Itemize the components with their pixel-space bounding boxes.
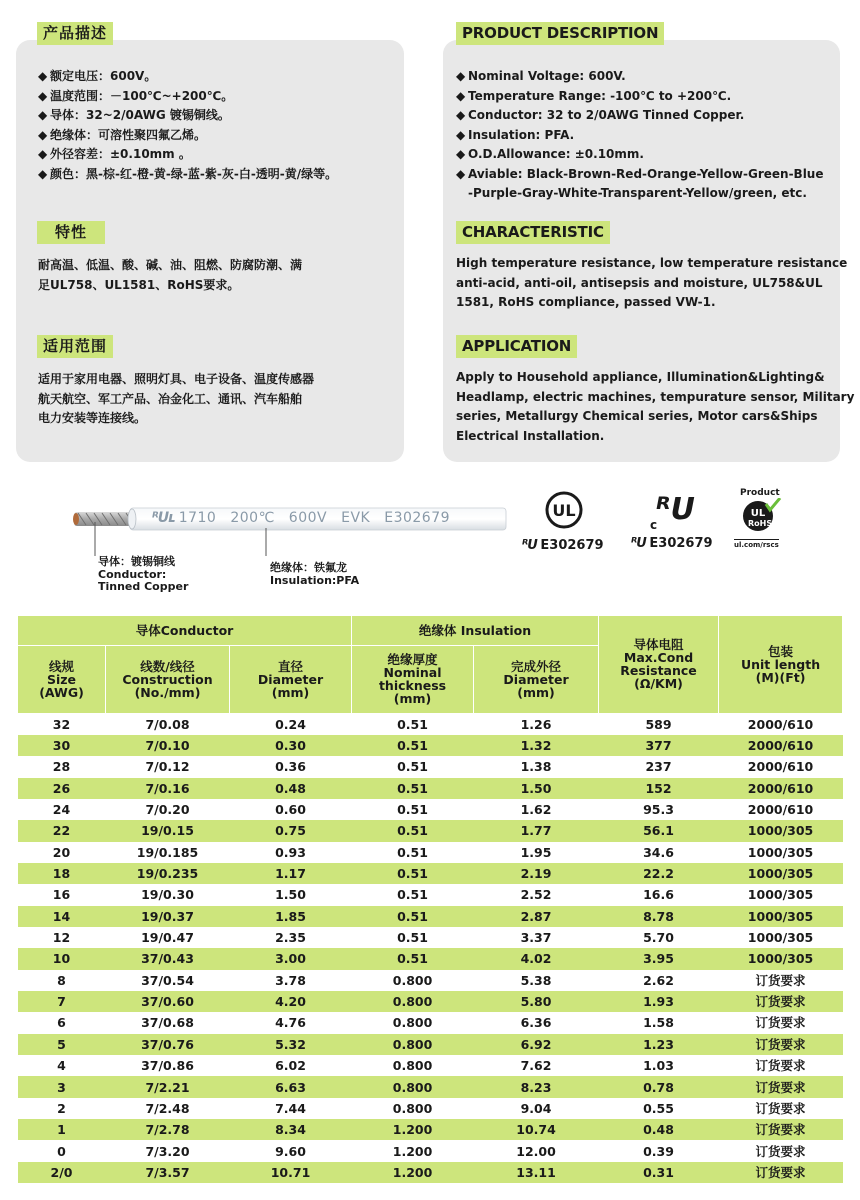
construction-cell: 7/0.12	[106, 756, 230, 777]
construction-cell: 19/0.15	[106, 820, 230, 841]
resistance-cell: 0.78	[599, 1076, 719, 1097]
construction-cell: 37/0.86	[106, 1055, 230, 1076]
diamond-bullet-icon: ◆	[456, 69, 466, 83]
list-item: -Purple-Gray-White-Transparent-Yellow/green, etc.	[468, 186, 807, 200]
diameter-cell: 0.93	[230, 842, 352, 863]
od-cell: 8.23	[474, 1076, 599, 1097]
diameter-header: 直径 Diameter (mm)	[230, 645, 352, 713]
unit-length-cell: 订货要求	[719, 1076, 843, 1097]
thickness-cell: 0.51	[352, 842, 474, 863]
thickness-cell: 0.800	[352, 970, 474, 991]
diameter-cell: 0.48	[230, 778, 352, 799]
list-item: ◆ 绝缘体：可溶性聚四氟乙烯。	[38, 126, 337, 146]
od-cell: 5.38	[474, 970, 599, 991]
list-item: ◆ Aviable: Black-Brown-Red-Orange-Yellow-Green-Blue	[456, 165, 824, 185]
unit-length-cell: 订货要求	[719, 1034, 843, 1055]
en-char-text: High temperature resistance, low temperature resistance anti-acid, anti-oil, antisepsis and moisture, UL758&UL 1581, RoHS compliance, passed VW-1.	[456, 256, 848, 309]
od-cell: 7.62	[474, 1055, 599, 1076]
awg-cell: 6	[18, 1012, 106, 1033]
construction-cell: 19/0.47	[106, 927, 230, 948]
unit-length-cell: 订货要求	[719, 1119, 843, 1140]
table-row	[18, 820, 843, 841]
od-cell: 1.77	[474, 820, 599, 841]
svg-text:UL: UL	[552, 501, 576, 520]
od-cell: 1.95	[474, 842, 599, 863]
od-cell: 1.62	[474, 799, 599, 820]
thickness-cell: 0.51	[352, 863, 474, 884]
rohs-label: RoHS	[748, 519, 773, 528]
awg-cell: 8	[18, 970, 106, 991]
unit-length-cell: 1000/305	[719, 863, 843, 884]
thickness-cell: 0.800	[352, 1012, 474, 1033]
cn-desc-list	[38, 67, 337, 184]
od-cell: 3.37	[474, 927, 599, 948]
diameter-cell: 3.78	[230, 970, 352, 991]
awg-cell: 0	[18, 1140, 106, 1161]
en-char-title: CHARACTERISTIC	[456, 221, 610, 244]
table-row	[18, 842, 843, 863]
awg-cell: 28	[18, 756, 106, 777]
resistance-cell: 1.03	[599, 1055, 719, 1076]
unit-length-cell: 1000/305	[719, 820, 843, 841]
product-label: Product	[740, 488, 780, 498]
unit-length-cell: 1000/305	[719, 948, 843, 969]
thickness-header: 绝缘厚度 Nominal thickness (mm)	[352, 645, 474, 713]
list-item: ◆ 外径容差：±0.10mm 。	[38, 145, 337, 165]
table-row	[18, 884, 843, 905]
cert-file-2: ᴿU E302679	[631, 536, 713, 551]
list-item: ◆ 颜色：黑-棕-红-橙-黄-绿-蓝-紫-灰-白-透明-黄/绿等。	[38, 165, 337, 185]
construction-cell: 7/2.21	[106, 1076, 230, 1097]
awg-cell: 14	[18, 906, 106, 927]
table-row	[18, 735, 843, 756]
diameter-cell: 0.60	[230, 799, 352, 820]
resistance-cell: 1.58	[599, 1012, 719, 1033]
awg-cell: 30	[18, 735, 106, 756]
thickness-cell: 1.200	[352, 1140, 474, 1161]
unit-length-cell: 订货要求	[719, 991, 843, 1012]
unit-length-cell: 2000/610	[719, 713, 843, 735]
diameter-cell: 0.36	[230, 756, 352, 777]
construction-cell: 37/0.76	[106, 1034, 230, 1055]
diamond-bullet-icon: ◆	[38, 69, 48, 83]
unit-length-cell: 订货要求	[719, 970, 843, 991]
awg-cell: 16	[18, 884, 106, 905]
table-row	[18, 1012, 843, 1033]
od-cell: 6.92	[474, 1034, 599, 1055]
thickness-cell: 0.51	[352, 820, 474, 841]
thickness-cell: 0.51	[352, 927, 474, 948]
unit-length-cell: 1000/305	[719, 906, 843, 927]
table-row	[18, 927, 843, 948]
od-cell: 2.87	[474, 906, 599, 927]
list-item: ◆ Temperature Range: -100℃ to +200℃.	[456, 87, 824, 107]
ul-url: ul.com/rscs	[734, 541, 779, 549]
awg-cell: 18	[18, 863, 106, 884]
thickness-cell: 0.51	[352, 713, 474, 735]
ul-rohs-logo-icon	[738, 498, 782, 534]
od-cell: 1.38	[474, 756, 599, 777]
thickness-cell: 0.800	[352, 1098, 474, 1119]
construction-cell: 7/2.48	[106, 1098, 230, 1119]
table-row	[18, 713, 843, 735]
table-row	[18, 863, 843, 884]
callout-leaders	[90, 520, 280, 560]
awg-cell: 32	[18, 713, 106, 735]
ul-recognized-mark-icon: ᴿU	[522, 538, 541, 553]
cn-char-title: 特性	[37, 221, 105, 244]
awg-cell: 2/0	[18, 1162, 106, 1183]
resistance-cell: 237	[599, 756, 719, 777]
diameter-cell: 3.00	[230, 948, 352, 969]
resistance-cell: 0.31	[599, 1162, 719, 1183]
diameter-cell: 10.71	[230, 1162, 352, 1183]
list-item: ◆ Insulation: PFA.	[456, 126, 824, 146]
list-item: ◆ 额定电压：600V。	[38, 67, 337, 87]
table-row	[18, 948, 843, 969]
awg-cell: 3	[18, 1076, 106, 1097]
diameter-cell: 6.02	[230, 1055, 352, 1076]
list-item: ◆ 温度范围：－100℃~+200℃。	[38, 87, 337, 107]
awg-cell: 2	[18, 1098, 106, 1119]
en-app-title: APPLICATION	[456, 335, 577, 358]
spec-table	[17, 616, 843, 1183]
diameter-cell: 4.76	[230, 1012, 352, 1033]
diamond-bullet-icon: ◆	[38, 127, 48, 142]
table-row	[18, 799, 843, 820]
table-row	[18, 991, 843, 1012]
unit-length-cell: 1000/305	[719, 842, 843, 863]
resistance-cell: 8.78	[599, 906, 719, 927]
construction-cell: 37/0.43	[106, 948, 230, 969]
unit-length-cell: 2000/610	[719, 735, 843, 756]
construction-cell: 7/3.57	[106, 1162, 230, 1183]
od-cell: 13.11	[474, 1162, 599, 1183]
construction-cell: 19/0.37	[106, 906, 230, 927]
construction-header: 线数/线径 Construction (No./mm)	[106, 645, 230, 713]
od-cell: 1.32	[474, 735, 599, 756]
od-cell: 1.50	[474, 778, 599, 799]
resistance-header: 导体电阻 Max.Cond Resistance (Ω/KM)	[599, 616, 719, 713]
resistance-cell: 0.48	[599, 1119, 719, 1140]
thickness-cell: 1.200	[352, 1119, 474, 1140]
construction-cell: 7/0.16	[106, 778, 230, 799]
table-row	[18, 1076, 843, 1097]
resistance-cell: 1.23	[599, 1034, 719, 1055]
od-cell: 1.26	[474, 713, 599, 735]
diamond-bullet-icon: ◆	[456, 127, 466, 142]
od-cell: 2.19	[474, 863, 599, 884]
table-row	[18, 906, 843, 927]
resistance-cell: 152	[599, 778, 719, 799]
conductor-callout: 导体：镀锡铜线 Conductor: Tinned Copper	[98, 555, 189, 593]
list-item: ◆ 导体：32~2/0AWG 镀锡铜线。	[38, 106, 337, 126]
unit-length-cell: 2000/610	[719, 756, 843, 777]
awg-cell: 20	[18, 842, 106, 863]
cable-print-text: ᴿUʟ 1710 200℃ 600V EVK E302679	[152, 510, 451, 526]
resistance-cell: 1.93	[599, 991, 719, 1012]
resistance-cell: 377	[599, 735, 719, 756]
diameter-cell: 5.32	[230, 1034, 352, 1055]
cul-recognized-logo-icon	[648, 487, 704, 531]
diamond-bullet-icon: ◆	[38, 147, 48, 161]
diamond-bullet-icon: ◆	[38, 108, 48, 122]
thickness-cell: 0.51	[352, 799, 474, 820]
thickness-cell: 0.51	[352, 778, 474, 799]
diamond-bullet-icon: ◆	[38, 166, 48, 181]
en-app-text: Apply to Household appliance, Illumination&Lighting& Headlamp, electric machines, tempurature sensor, Military series, Metallurgy Chemical series, Motor cars&Ships Electrical Installation.	[456, 370, 855, 443]
table-row	[18, 1140, 843, 1161]
diameter-cell: 0.24	[230, 713, 352, 735]
unit-length-cell: 1000/305	[719, 884, 843, 905]
awg-cell: 1	[18, 1119, 106, 1140]
construction-cell: 19/0.235	[106, 863, 230, 884]
od-header: 完成外径 Diameter (mm)	[474, 645, 599, 713]
awg-cell: 10	[18, 948, 106, 969]
awg-cell: 24	[18, 799, 106, 820]
od-cell: 10.74	[474, 1119, 599, 1140]
table-row	[18, 778, 843, 799]
table-row	[18, 756, 843, 777]
svg-text:UL: UL	[750, 508, 766, 519]
unit-length-cell: 2000/610	[719, 778, 843, 799]
cn-app-title: 适用范围	[37, 335, 113, 358]
thickness-cell: 0.51	[352, 884, 474, 905]
group-insulation-header: 绝缘体 Insulation	[352, 616, 599, 645]
unit-length-cell: 订货要求	[719, 1055, 843, 1076]
resistance-cell: 22.2	[599, 863, 719, 884]
diameter-cell: 2.35	[230, 927, 352, 948]
ul-listed-logo-icon	[544, 489, 584, 531]
od-cell: 6.36	[474, 1012, 599, 1033]
construction-cell: 7/0.20	[106, 799, 230, 820]
construction-cell: 37/0.54	[106, 970, 230, 991]
table-row	[18, 1162, 843, 1183]
unit-length-cell: 订货要求	[719, 1098, 843, 1119]
od-cell: 4.02	[474, 948, 599, 969]
construction-cell: 7/2.78	[106, 1119, 230, 1140]
unit-length-cell: 1000/305	[719, 927, 843, 948]
awg-cell: 26	[18, 778, 106, 799]
awg-cell: 4	[18, 1055, 106, 1076]
resistance-cell: 34.6	[599, 842, 719, 863]
resistance-cell: 589	[599, 713, 719, 735]
resistance-cell: 95.3	[599, 799, 719, 820]
diameter-cell: 0.30	[230, 735, 352, 756]
construction-cell: 37/0.68	[106, 1012, 230, 1033]
diamond-bullet-icon: ◆	[38, 88, 48, 103]
ul-recognized-mark-icon: ᴿU	[631, 536, 650, 551]
thickness-cell: 0.51	[352, 735, 474, 756]
diameter-cell: 4.20	[230, 991, 352, 1012]
list-item: ◆ Conductor: 32 to 2/0AWG Tinned Copper.	[456, 106, 824, 126]
awg-header: 线规 Size (AWG)	[18, 645, 106, 713]
spec-table-body	[18, 713, 843, 1183]
construction-cell: 7/0.08	[106, 713, 230, 735]
diameter-cell: 9.60	[230, 1140, 352, 1161]
construction-cell: 37/0.60	[106, 991, 230, 1012]
construction-cell: 19/0.30	[106, 884, 230, 905]
unit-length-cell: 2000/610	[719, 799, 843, 820]
od-cell: 12.00	[474, 1140, 599, 1161]
thickness-cell: 0.800	[352, 1055, 474, 1076]
cert-file-1: ᴿU E302679	[522, 538, 604, 553]
thickness-cell: 0.51	[352, 948, 474, 969]
cn-char-text: 耐高温、低温、酸、碱、油、阻燃、防腐防潮、满 足UL758、UL1581、RoHS要求。	[38, 258, 303, 292]
construction-cell: 19/0.185	[106, 842, 230, 863]
diamond-bullet-icon: ◆	[456, 108, 466, 122]
unit-length-header: 包装 Unit length (M)(Ft)	[719, 616, 843, 713]
svg-text:c: c	[650, 518, 658, 531]
od-cell: 5.80	[474, 991, 599, 1012]
awg-cell: 12	[18, 927, 106, 948]
table-row	[18, 970, 843, 991]
resistance-cell: 2.62	[599, 970, 719, 991]
diameter-cell: 1.85	[230, 906, 352, 927]
construction-cell: 7/0.10	[106, 735, 230, 756]
resistance-cell: 56.1	[599, 820, 719, 841]
diamond-bullet-icon: ◆	[456, 166, 466, 181]
thickness-cell: 0.800	[352, 991, 474, 1012]
cn-app-text: 适用于家用电器、照明灯具、电子设备、温度传感器 航天航空、军工产品、冶金化工、通讯、汽车船舶 电力安装等连接线。	[38, 372, 315, 425]
awg-cell: 7	[18, 991, 106, 1012]
diamond-bullet-icon: ◆	[456, 147, 466, 161]
thickness-cell: 0.800	[352, 1076, 474, 1097]
resistance-cell: 3.95	[599, 948, 719, 969]
en-desc-list	[456, 67, 824, 204]
unit-length-cell: 订货要求	[719, 1012, 843, 1033]
awg-cell: 5	[18, 1034, 106, 1055]
group-conductor-header: 导体Conductor	[18, 616, 352, 645]
construction-cell: 7/3.20	[106, 1140, 230, 1161]
unit-length-cell: 订货要求	[719, 1140, 843, 1161]
diameter-cell: 1.17	[230, 863, 352, 884]
diameter-cell: 1.50	[230, 884, 352, 905]
unit-length-cell: 订货要求	[719, 1162, 843, 1183]
thickness-cell: 0.800	[352, 1034, 474, 1055]
thickness-cell: 1.200	[352, 1162, 474, 1183]
resistance-cell: 0.55	[599, 1098, 719, 1119]
cn-desc-title: 产品描述	[37, 22, 113, 45]
conductor-end	[73, 513, 79, 525]
resistance-cell: 16.6	[599, 884, 719, 905]
awg-cell: 22	[18, 820, 106, 841]
table-row	[18, 1098, 843, 1119]
diameter-cell: 8.34	[230, 1119, 352, 1140]
ul-print-mark-icon: ᴿUʟ	[152, 510, 175, 526]
svg-text:ᴿU: ᴿU	[656, 492, 695, 527]
insulation-callout: 绝缘体：铁氟龙 Insulation:PFA	[270, 561, 360, 587]
od-cell: 9.04	[474, 1098, 599, 1119]
resistance-cell: 5.70	[599, 927, 719, 948]
thickness-cell: 0.51	[352, 756, 474, 777]
diameter-cell: 6.63	[230, 1076, 352, 1097]
en-desc-title: PRODUCT DESCRIPTION	[456, 22, 664, 45]
table-row	[18, 1119, 843, 1140]
table-row	[18, 1034, 843, 1055]
od-cell: 2.52	[474, 884, 599, 905]
table-row	[18, 1055, 843, 1076]
diameter-cell: 0.75	[230, 820, 352, 841]
list-item: ◆ O.D.Allowance: ±0.10mm.	[456, 145, 824, 165]
diameter-cell: 7.44	[230, 1098, 352, 1119]
thickness-cell: 0.51	[352, 906, 474, 927]
diamond-bullet-icon: ◆	[456, 88, 466, 103]
list-item: ◆ Nominal Voltage: 600V.	[456, 67, 824, 87]
resistance-cell: 0.39	[599, 1140, 719, 1161]
